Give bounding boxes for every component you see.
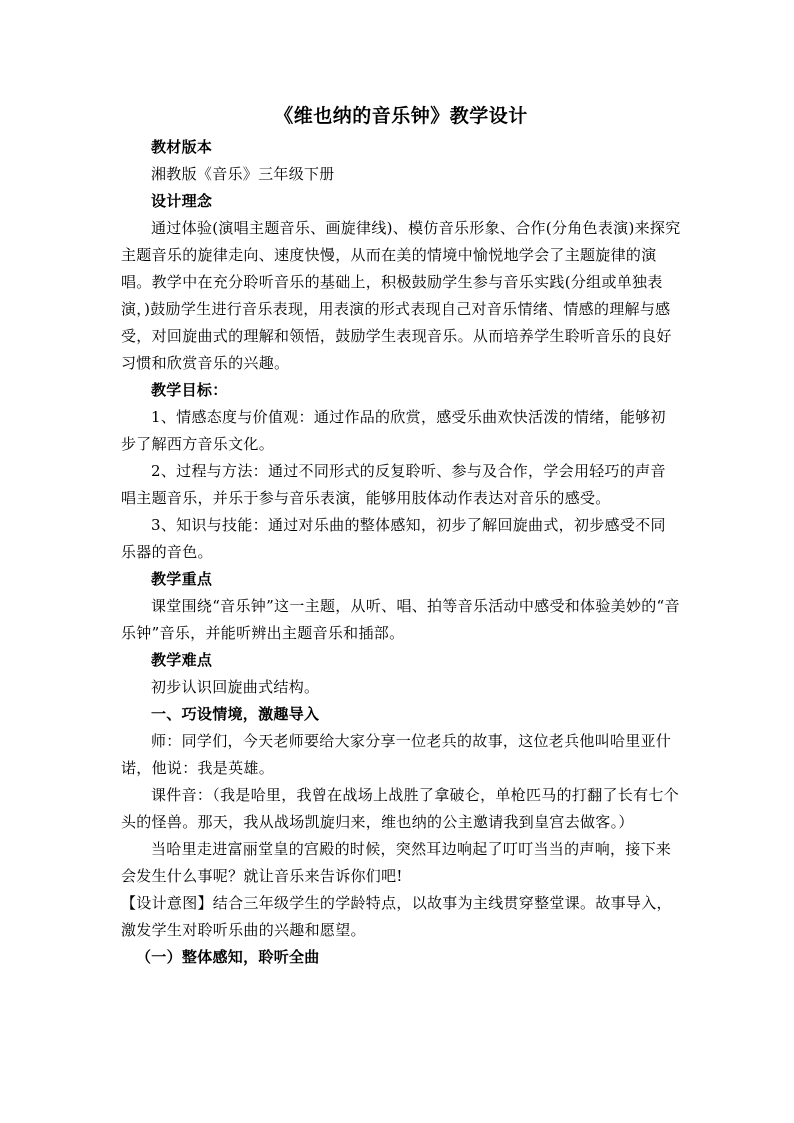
part1-heading: 一、巧设情境，激趣导入 [151, 705, 320, 723]
goals-heading: 教学目标： [151, 381, 228, 399]
goal-item-2: 2、过程与方法：通过不同形式的反复聆听、参与及合作，学会用轻巧的声音唱主题音乐，并乐于参与音乐表演，能够用肢体动作表达对音乐的感受。 [121, 462, 666, 507]
audio-paragraph: 课件音：（我是哈里，我曾在战场上战胜了拿破仑，单枪匹马的打翻了长有七个头的怪兽。那天，我从战场凯旋归来，维也纳的公主邀请我到皇宫去做客。） [121, 786, 680, 831]
key-point-paragraph: 课堂围绕“音乐钟”这一主题，从听、唱、拍等音乐活动中感受和体验美妙的“音乐钟”音乐，并能听辨出主题音乐和插部。 [121, 597, 680, 642]
difficulty-heading: 教学难点 [151, 651, 213, 669]
goal-item-3: 3、知识与技能：通过对乐曲的整体感知，初步了解回旋曲式，初步感受不同乐器的音色。 [121, 516, 666, 561]
textbook-text: 湘教版《音乐》三年级下册 [151, 165, 335, 183]
document-title: 《维也纳的音乐钟》教学设计 [274, 105, 528, 127]
difficulty-text: 初步认识回旋曲式结构。 [151, 678, 320, 696]
document-body [121, 98, 681, 971]
teacher-paragraph: 师：同学们，今天老师要给大家分享一位老兵的故事，这位老兵他叫哈里亚什诺，他说：我是英雄。 [121, 732, 672, 777]
key-point-heading: 教学重点 [151, 570, 213, 588]
design-intent-paragraph: 【设计意图】结合三年级学生的学龄特点，以故事为主线贯穿整堂课。故事导入，激发学生对聆听乐曲的兴趣和愿望。 [121, 894, 672, 939]
concept-heading: 设计理念 [151, 192, 213, 210]
goal-item-1: 1、情感态度与价值观：通过作品的欣赏，感受乐曲欢快活泼的情绪，能够初步了解西方音乐文化。 [121, 408, 666, 453]
narration-paragraph: 当哈里走进富丽堂皇的宫殿的时候，突然耳边响起了叮叮当当的声响，接下来会发生什么事呢？就让音乐来告诉你们吧! [121, 840, 672, 885]
subsection1-heading: （一）整体感知，聆听全曲 [136, 948, 320, 966]
textbook-heading: 教材版本 [151, 138, 213, 156]
concept-paragraph: 通过体验(演唱主题音乐、画旋律线)、模仿音乐形象、合作(分角色表演)来探究主题音乐的旋律走向、速度快慢，从而在美的情境中愉悦地学会了主题旋律的演唱。教学中在充分聆听音乐的基础上，积极鼓励学生参与音乐实践(分组或单独表演，)鼓励学生进行音乐表现，用表演的形式表现自己对音乐情绪、情感的理解与感受，对回旋曲式的理解和领悟，鼓励学生表现音乐。从而培养学生聆听音乐的良好习惯和欣赏音乐的兴趣。 [121, 219, 681, 372]
